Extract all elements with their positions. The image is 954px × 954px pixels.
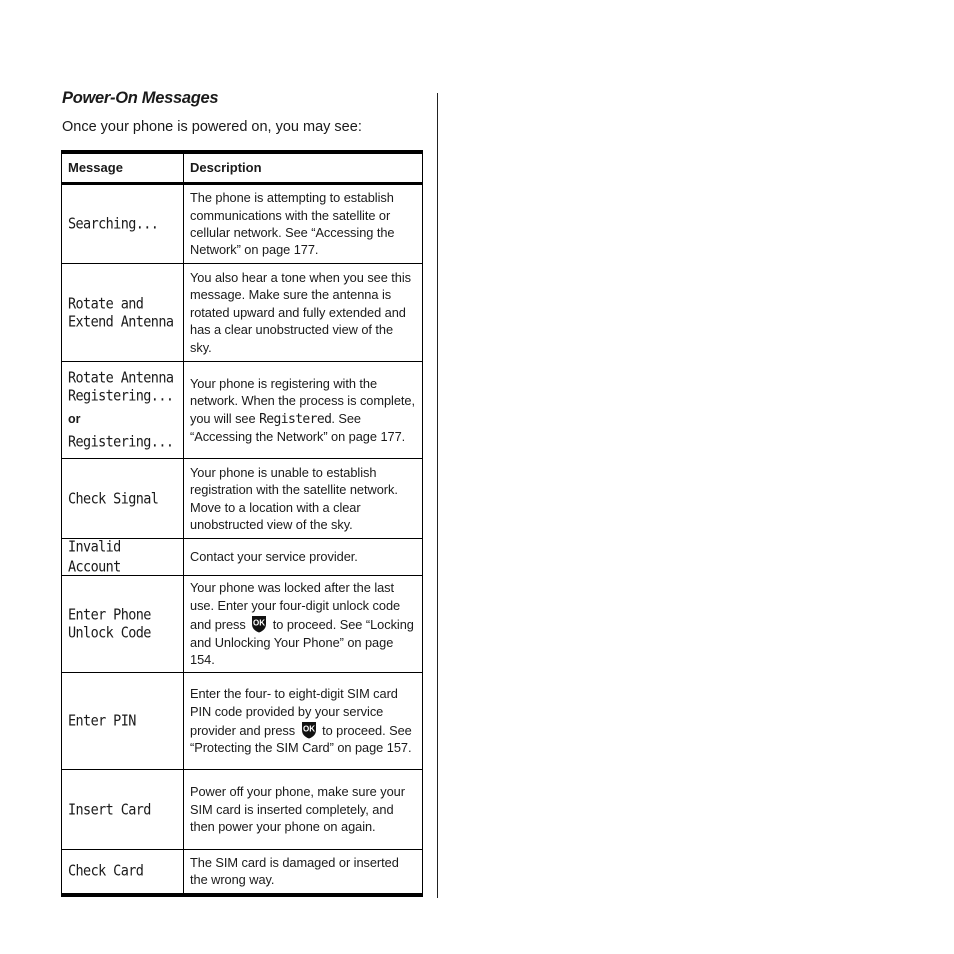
ok-key-label: OK: [253, 618, 266, 628]
table-row: [62, 850, 423, 895]
message-cell: [62, 770, 184, 850]
table-row: [62, 539, 423, 576]
section-title: Power-On Messages: [62, 89, 219, 107]
message-or-label: or: [68, 412, 81, 426]
table-header-row: [62, 152, 423, 184]
message-text: Registering...: [68, 433, 174, 451]
table-row: [62, 264, 423, 362]
message-cell: [62, 673, 184, 770]
ok-key-icon: [300, 720, 318, 739]
description-cell: You also hear a tone when you see this message. Make sure the antenna is rotated upward and fully extended and has a clear unobstructed view of the sky.: [184, 264, 423, 362]
description-text: Your phone was locked after the last use. Enter your four-digit unlock code and press: [190, 580, 401, 633]
description-text: to proceed. See “Protecting the SIM Card” on page 157.: [190, 723, 412, 756]
description-cell: [184, 576, 423, 673]
ok-key-icon: [250, 614, 268, 633]
message-cell: [62, 184, 184, 264]
table-row: [62, 770, 423, 850]
description-text: Enter the four- to eight-digit SIM card PIN code provided by your service provider and press: [190, 686, 398, 738]
description-text: . See “Accessing the Network” on page 177.: [190, 410, 406, 444]
ok-key-label: OK: [302, 724, 315, 734]
message-text: Check Card: [68, 862, 144, 881]
column-header-description: Description: [184, 152, 423, 184]
intro-text: Once your phone is powered on, you may see:: [62, 119, 362, 135]
message-text: Searching...: [68, 215, 159, 233]
message-text: Registering...: [68, 387, 174, 405]
message-text: Enter PIN: [68, 712, 136, 730]
message-text: Rotate and: [68, 294, 144, 313]
message-text: Rotate Antenna: [68, 369, 174, 387]
description-text: Your phone is registering with the network. When the process is complete, you will see: [190, 375, 415, 426]
message-text: Check Signal: [68, 489, 159, 508]
message-cell: [62, 539, 184, 576]
description-cell: Your phone is unable to establish registration with the satellite network. Move to a location with a clear unobstructed view of the sky.: [184, 459, 423, 539]
message-text: Enter Phone: [68, 606, 151, 624]
message-cell: [62, 362, 184, 459]
message-cell: [62, 850, 184, 895]
message-text: Insert Card: [68, 800, 151, 819]
power-on-messages-table: [61, 150, 423, 897]
message-text: Invalid Account: [68, 537, 121, 577]
table-row: [62, 576, 423, 673]
message-text: Extend Antenna: [68, 312, 174, 331]
table-row: [62, 184, 423, 264]
registered-message-inline: Registered: [259, 411, 332, 427]
description-cell: [184, 673, 423, 770]
message-cell: [62, 576, 184, 673]
message-text: Unlock Code: [68, 624, 151, 642]
message-cell: [62, 459, 184, 539]
description-cell: Power off your phone, make sure your SIM card is inserted completely, and then power your phone on again.: [184, 770, 423, 850]
message-cell: [62, 264, 184, 362]
column-divider: [437, 93, 438, 898]
description-cell: The phone is attempting to establish communications with the satellite or cellular network. See “Accessing the Network” on page 177.: [184, 184, 423, 264]
description-text: to proceed. See “Locking and Unlocking Your Phone” on page 154.: [190, 617, 414, 668]
description-cell: [184, 362, 423, 459]
table-row: [62, 362, 423, 459]
description-cell: Contact your service provider.: [184, 539, 423, 576]
column-header-message: Message: [62, 152, 184, 184]
description-cell: The SIM card is damaged or inserted the wrong way.: [184, 850, 423, 895]
table-row: [62, 673, 423, 770]
table-row: [62, 459, 423, 539]
